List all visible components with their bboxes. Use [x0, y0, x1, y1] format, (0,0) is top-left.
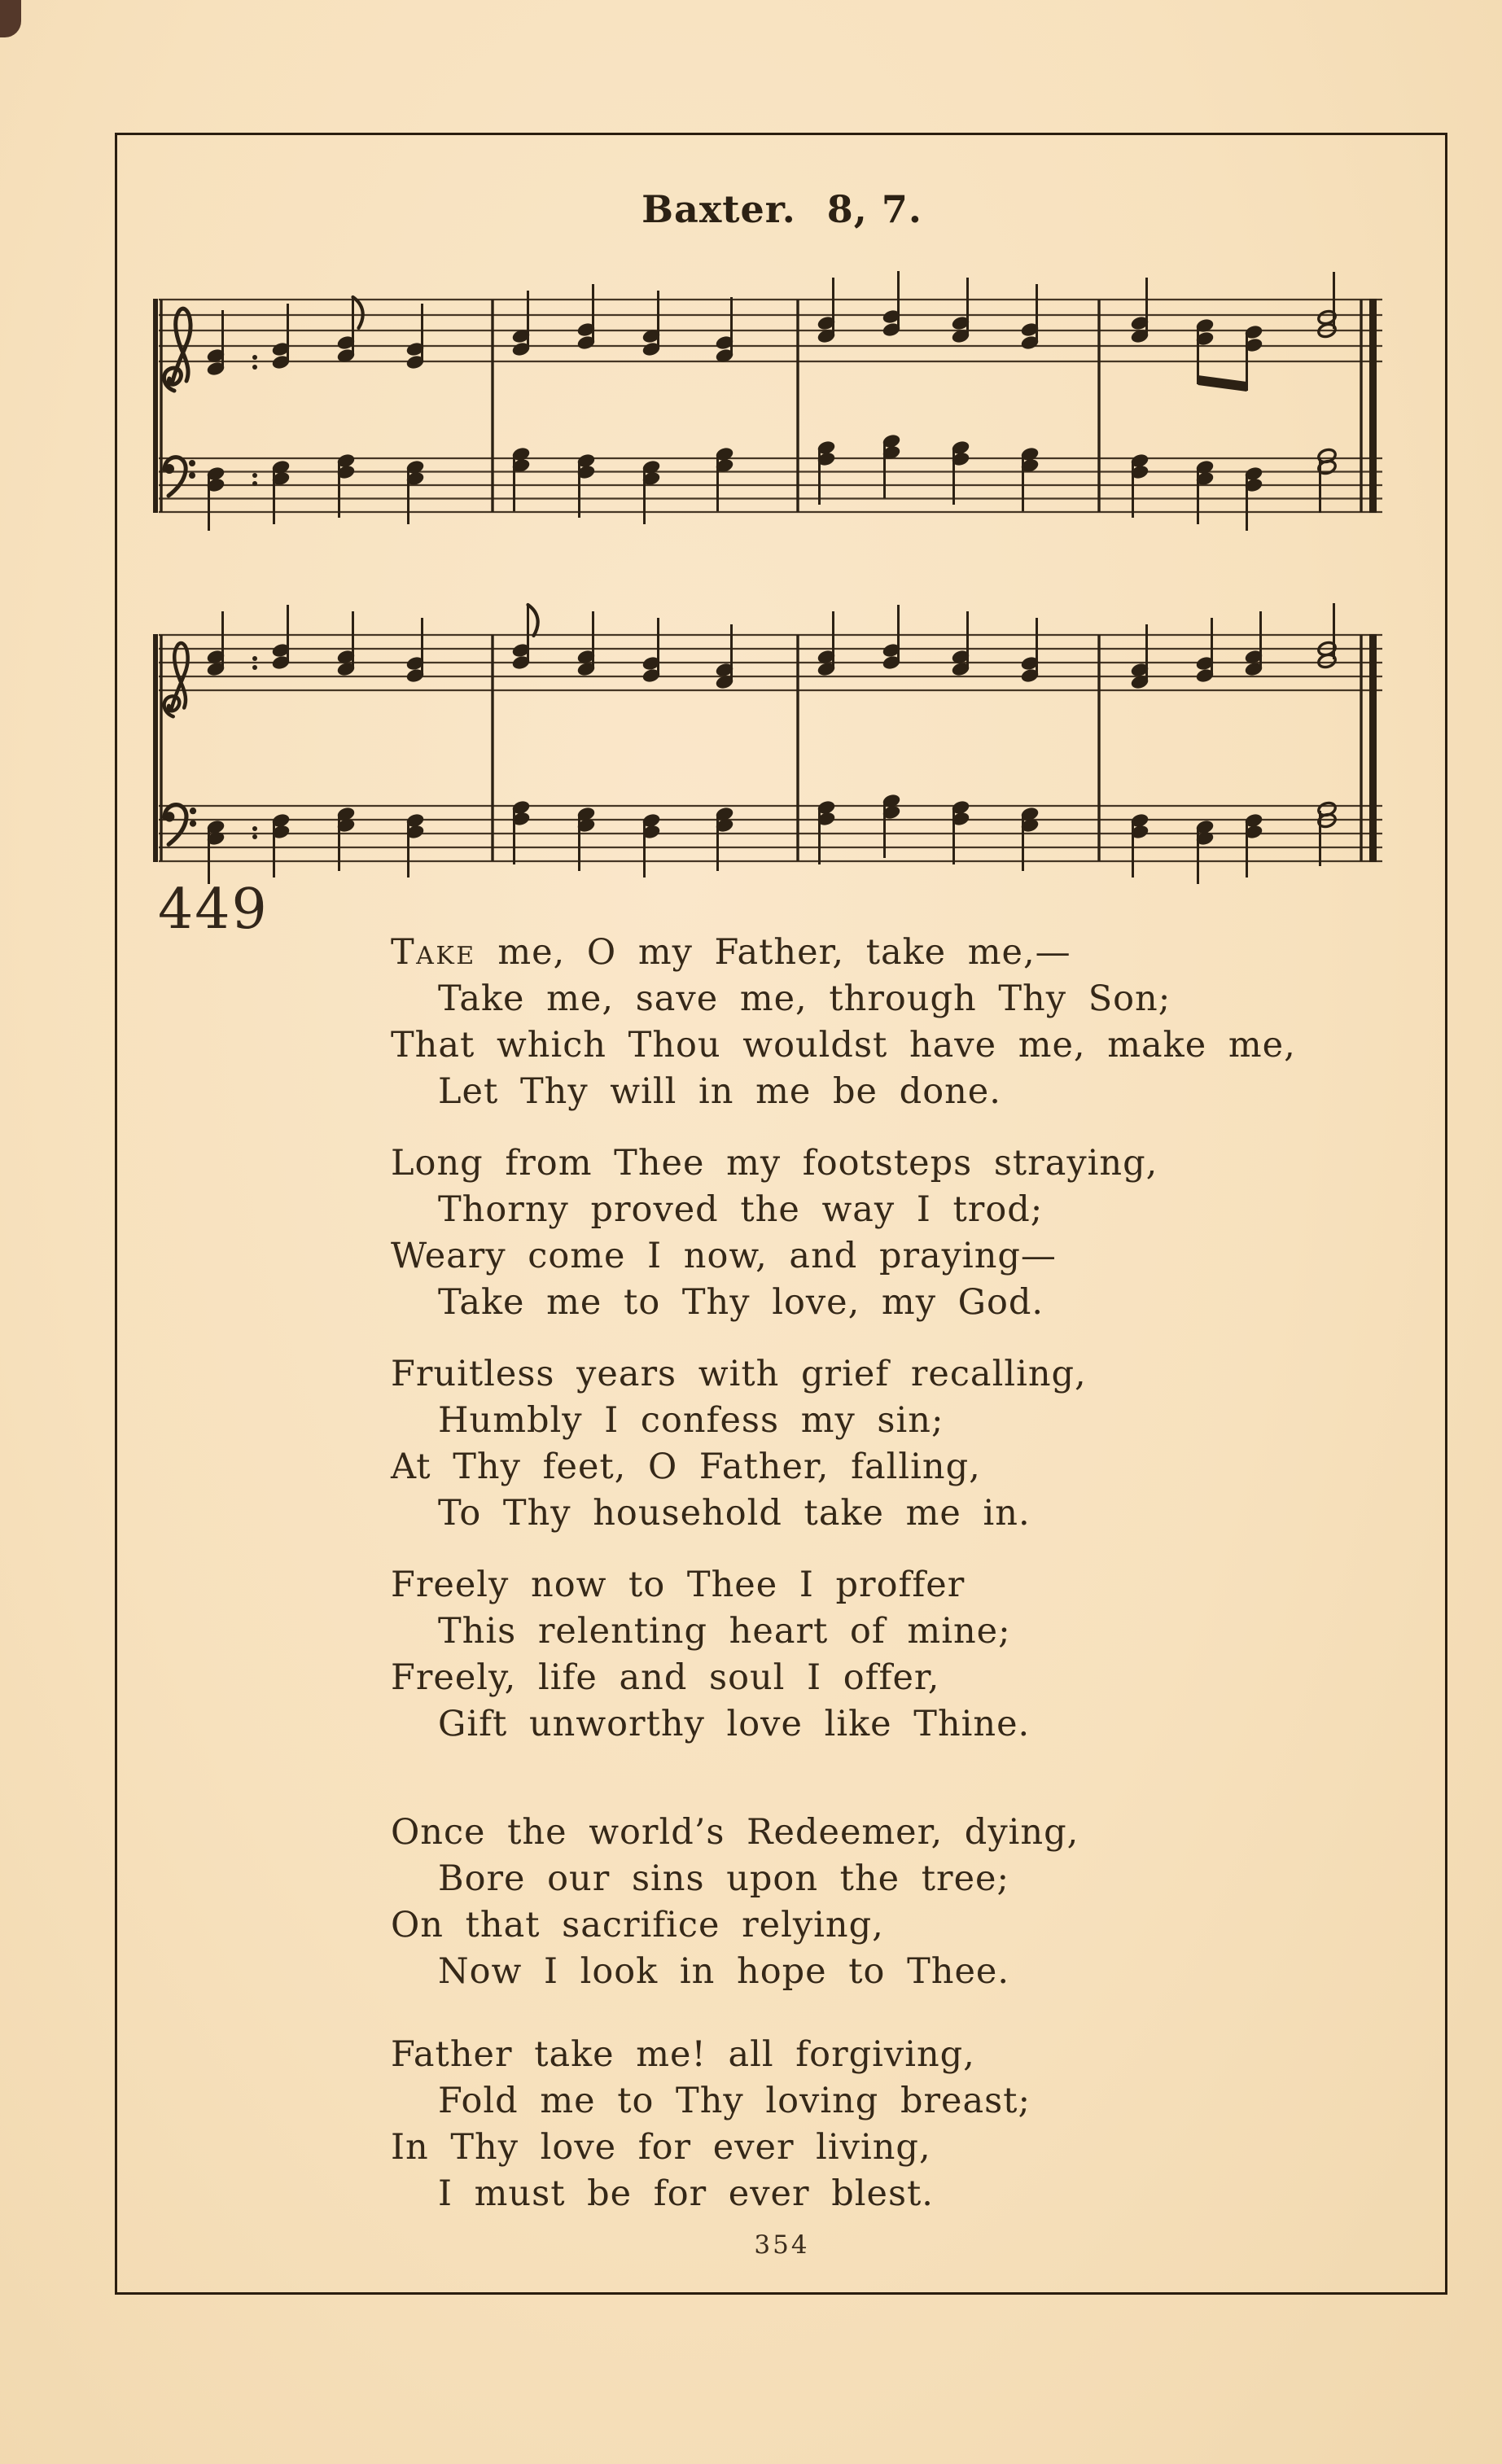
verse-line: Freely now to Thee I proffer [391, 1565, 966, 1605]
verse-line: That which Thou wouldst have me, make me, [391, 1025, 1296, 1066]
verse-line: I must be for ever blest. [438, 2173, 934, 2214]
page-number: 354 [754, 2230, 810, 2260]
verse-line: Let Thy will in me be done. [438, 1071, 1001, 1112]
verse-6 [391, 2032, 1384, 2217]
verse-line: To Thy household take me in. [438, 1493, 1031, 1534]
verse-line [391, 930, 1384, 976]
verse-line: Gift unworthy love like Thine. [438, 1704, 1031, 1744]
verse-line: Take me, save me, through Thy Son; [438, 978, 1171, 1019]
music-notation [122, 260, 1408, 895]
verse-line: Fruitless years with grief recalling, [391, 1354, 1087, 1394]
tune-name: Baxter. [642, 187, 796, 231]
verse-1 [391, 930, 1384, 1115]
verse-2 [391, 1140, 1384, 1326]
verse-line: On that sacrifice relying, [391, 1905, 884, 1945]
hymn-verses [391, 930, 1384, 2243]
verse-4 [391, 1562, 1384, 1748]
verse-line: Weary come I now, and praying— [391, 1236, 1057, 1276]
verse-line: Take me to Thy love, my God. [438, 1282, 1044, 1323]
hymn-number: 449 [158, 877, 269, 942]
tune-meter: 8, 7. [826, 187, 922, 231]
verse-line: Father take me! all forgiving, [391, 2034, 975, 2075]
verse-line: Freely, life and soul I offer, [391, 1657, 940, 1698]
verse-line: At Thy feet, O Father, falling, [391, 1446, 981, 1487]
verse-line: Thorny proved the way I trod; [438, 1189, 1044, 1230]
tune-title [116, 187, 1447, 231]
verse-line-rest: me, O my Father, take me,— [475, 932, 1071, 973]
verse-lead-word: Take [391, 932, 476, 973]
verse-line: Bore our sins upon the tree; [438, 1858, 1009, 1899]
verse-line: Humbly I confess my sin; [438, 1400, 944, 1441]
verse-line: Fold me to Thy loving breast; [438, 2081, 1031, 2121]
verse-line: Once the world’s Redeemer, dying, [391, 1812, 1079, 1853]
verse-line: Now I look in hope to Thee. [438, 1951, 1010, 1992]
verse-line: This relenting heart of mine; [438, 1611, 1011, 1652]
scan-artifact [0, 0, 21, 37]
verse-3 [391, 1351, 1384, 1537]
verse-line: Long from Thee my footsteps straying, [391, 1143, 1158, 1184]
verse-line: In Thy love for ever living, [391, 2127, 931, 2168]
verse-5 [391, 1810, 1384, 1995]
